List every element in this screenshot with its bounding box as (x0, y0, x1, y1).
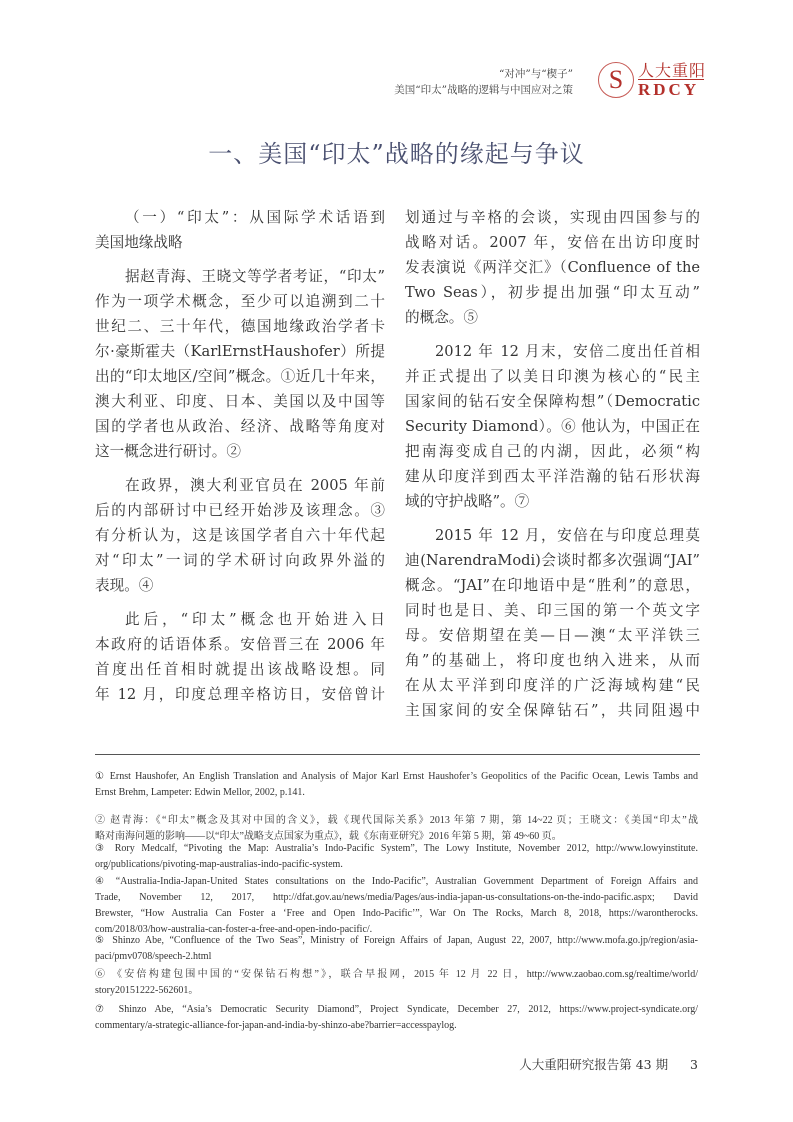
footnote-line: commentary/a-strategic-alliance-for-japan-and-india-by-shinzo-abe?barrier=accesspaylog. (95, 1020, 457, 1031)
footnote-line: story20151222-562601。 (95, 985, 199, 996)
publication-name: 人大重阳研究报告第 43 期 (519, 1057, 669, 1072)
body-line: 母。安倍期望在美—日—澳“太平洋铁三 (405, 627, 700, 644)
logo-english-name: RDCY (638, 80, 700, 99)
body-line: 2015 年 12 月，安倍在与印度总理莫 (435, 527, 700, 544)
footnote-divider (95, 754, 700, 755)
body-line: 并正式提出了以美日印澳为核心的“民主 (405, 368, 700, 385)
body-line: Two Seas），初步提出加强“印太互动” (405, 284, 700, 301)
body-line: 有分析认为，这是该国学者自六十年代起 (95, 527, 385, 544)
body-line: 同时也是日、美、印三国的第一个英文字 (405, 602, 700, 619)
body-line: 把南海变成自己的内湖，因此，必须“构 (405, 443, 700, 460)
body-line: 迪(NarendraModi)会谈时都多次强调“JAI” (405, 552, 700, 569)
body-line: 美国地缘战略 (95, 234, 183, 251)
footnote-line: 略对南海问题的影响——以“印太”战略支点国家为重点》，载《东南亚研究》2016 年第 5 期，第 49~60 页。 (95, 831, 562, 842)
footnote-line: org/publications/pivoting-map-australias-indo-pacific-system. (95, 859, 343, 870)
footnote-line: ④ “Australia-India-Japan-United States consultations on the Indo-Pacific”, Australian Government Department of Foreign Affairs and (95, 876, 698, 887)
body-line: 在政界，澳大利亚官员在 2005 年前 (125, 477, 385, 494)
body-line: 澳大利亚、印度、日本、美国以及中国等 (95, 393, 385, 410)
body-line: 本政府的话语体系。安倍晋三在 2006 年 (95, 636, 385, 653)
page-number: 3 (690, 1057, 698, 1072)
footnote-line: ⑥ 《安倍构建包围中国的“安保钻石构想”》，联合早报网，2015 年 12 月 22 日，http://www.zaobao.com.sg/realtime/world/ (95, 969, 698, 980)
footnote-line: com/2018/03/how-australia-can-foster-a-free-and-open-indo-pacific/. (95, 924, 373, 935)
body-line: 后的内部研讨中已经开始涉及该理念。③ (95, 502, 385, 519)
body-line: 据赵青海、王晓文等学者考证，“印太” (125, 268, 385, 285)
footnote-line: paci/pmv0708/speech-2.html (95, 951, 212, 962)
body-line: 概念。“JAI”在印地语中是“胜利”的意思， (405, 577, 700, 594)
body-line: 首度出任首相时就提出该战略设想。同 (95, 661, 385, 678)
body-line: 建从印度洋到西太平洋浩瀚的钻石形状海 (405, 468, 700, 485)
footnote-line: ① Ernst Haushofer, An English Translation and Analysis of Major Karl Ernst Haushofer’s Geopolitics of the Pacific Ocean, Lewis Tambs and (95, 771, 698, 782)
body-line: 2012 年 12 月末，安倍二度出任首相 (435, 343, 700, 360)
body-line: 这一概念进行研讨。② (95, 443, 241, 460)
footnote-line: ⑦ Shinzo Abe, “Asia’s Democratic Security Diamond”, Project Syndicate, December 27, 2012, https://www.project-syndicate.org/ (95, 1004, 698, 1015)
body-line: Security Diamond）。⑥ 他认为，中国正在 (405, 418, 700, 435)
section-title: 一、美国“印太”战略的缘起与争议 (208, 140, 585, 168)
body-line: 此后，“印太”概念也开始进入日 (125, 611, 385, 628)
body-line: 尔·豪斯霍夫（KarlErnstHaushofer）所提 (95, 343, 385, 360)
body-line: 主国家间的安全保障钻石”，共同阻遏中 (405, 702, 700, 719)
footnote-line: ⑤ Shinzo Abe, “Confluence of the Two Seas”, Ministry of Foreign Affairs of Japan, August 22, 2007, http://www.mofa.go.jp/region/asia- (95, 935, 698, 946)
running-header-subtitle: “对冲”与“楔子” (499, 68, 573, 80)
body-line: 表现。④ (95, 577, 154, 594)
body-line: 作为一项学术概念，至少可以追溯到二十 (95, 293, 385, 310)
body-line: 国的学者也从政治、经济、战略等角度对 (95, 418, 385, 435)
footnote-line: ③ Rory Medcalf, “Pivoting the Map: Australia’s Indo-Pacific System”, The Lowy Institute, November 2012, http://www.lowyinstitute. (95, 843, 698, 854)
body-line: 世纪二、三十年代，德国地缘政治学者卡 (95, 318, 385, 335)
footnote-line: ② 赵青海：《“印太”概念及其对中国的含义》，载《现代国际关系》2013 年第 7 期，第 14~22 页；王晓文：《美国“印太”战 (95, 815, 698, 826)
body-line: 战略对话。2007 年，安倍在出访印度时 (405, 234, 700, 251)
body-line: 出的“印太地区/空间”概念。①近几十年来， (95, 368, 385, 385)
footnote-line: Trade, November 12, 2017, http://dfat.gov.au/news/media/Pages/aus-india-japan-us-consultations-on-the-indo-pacific.aspx; David (95, 892, 698, 903)
page-footer (519, 1055, 698, 1073)
logo-seal-icon: S (598, 62, 634, 98)
body-line: 国家间的钻石安全保障构想”（Democratic (405, 393, 700, 410)
footnote-line: Brewster, “How Australia Can Foster a ‘Free and Open Indo-Pacific’”, War On The Rocks, March 8, 2018, https://warontherocks. (95, 908, 698, 919)
body-line: 发表演说《两洋交汇》（Confluence of the (405, 259, 700, 276)
footnote-line: Ernst Brehm, Lampeter: Edwin Mellor, 2002, p.141. (95, 787, 305, 798)
logo-chinese-name: 人大重阳 (638, 61, 707, 80)
body-line: 域的守护战略”。⑦ (405, 493, 530, 510)
body-line: 在从太平洋到印度洋的广泛海域构建“民 (405, 677, 700, 694)
body-line: 的概念。⑤ (405, 309, 478, 326)
body-line: （一）“印太”：从国际学术话语到 (125, 209, 385, 226)
running-header-title: 美国“印太”战略的逻辑与中国应对之策 (394, 84, 573, 96)
body-line: 角”的基础上，将印度也纳入进来，从而 (405, 652, 700, 669)
rdcy-logo (598, 58, 708, 102)
body-line: 划通过与辛格的会谈，实现由四国参与的 (405, 209, 700, 226)
body-line: 对“印太”一词的学术研讨向政界外溢的 (95, 552, 385, 569)
body-line: 年 12 月，印度总理辛格访日，安倍曾计 (95, 686, 385, 703)
